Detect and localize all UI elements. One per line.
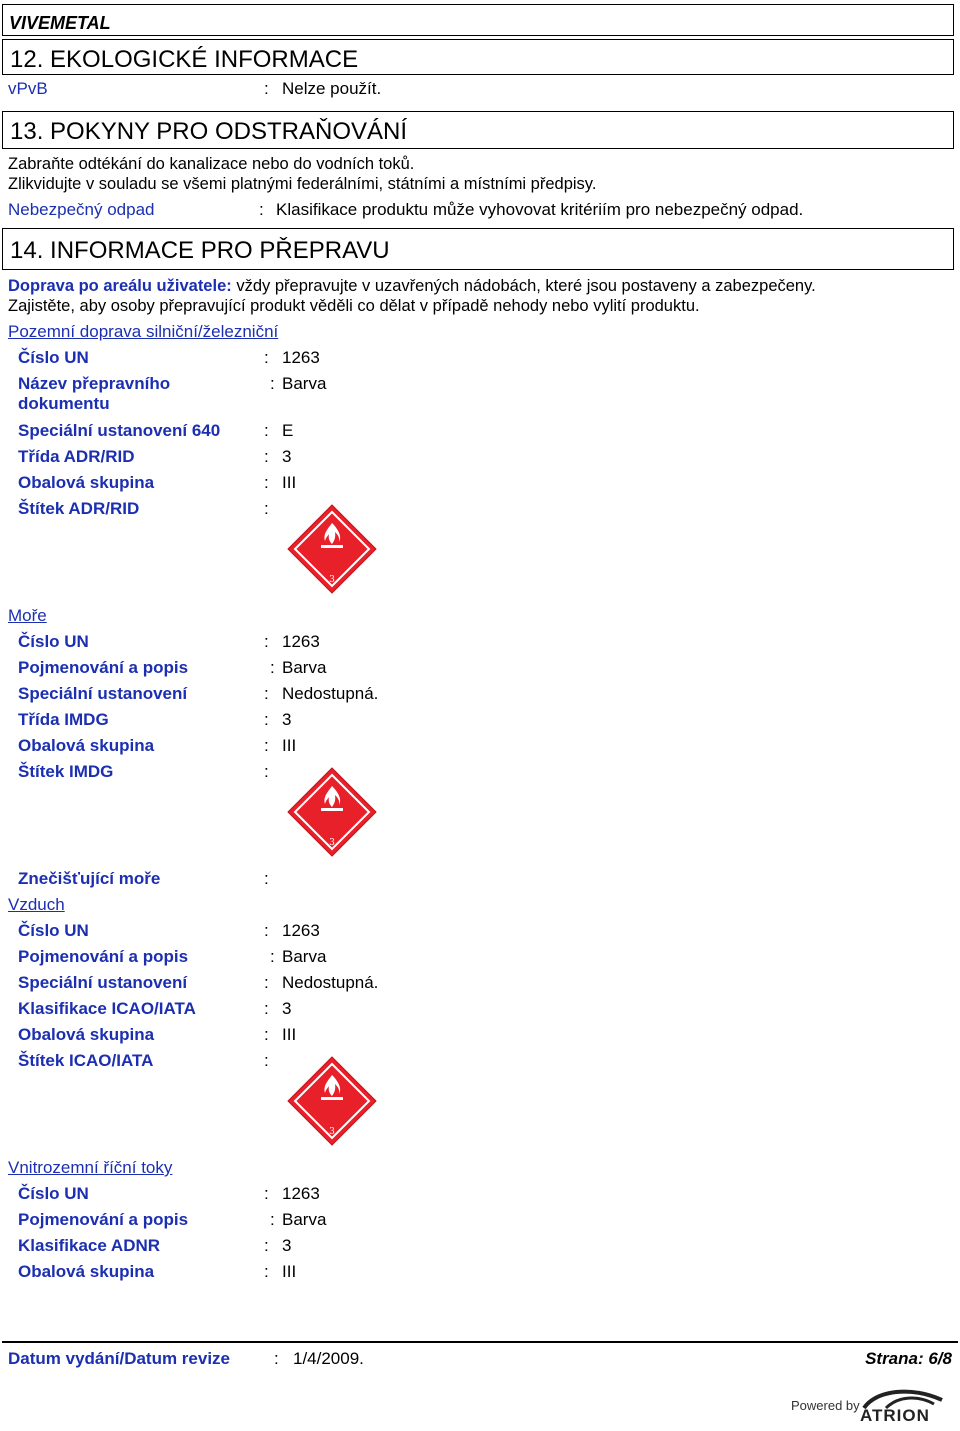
placard-class-number: 3 (329, 1127, 335, 1137)
inland-name-colon: : (270, 1210, 275, 1229)
product-header (2, 4, 954, 36)
disposal-line-2: Zlikvidujte v souladu se všemi platnými federálními, státními a místními předpisy. (8, 175, 597, 193)
air-class-label: Klasifikace ICAO/IATA (18, 999, 196, 1018)
sea-un-label: Číslo UN (18, 632, 89, 651)
section-13-title: 13. POKYNY PRO ODSTRAŇOVÁNÍ (10, 118, 407, 145)
product-name: VIVEMETAL (9, 13, 111, 33)
air-tag-colon: : (264, 1051, 269, 1070)
sea-heading: Moře (8, 606, 47, 625)
sea-pg-label: Obalová skupina (18, 736, 155, 755)
footer-date-value: 1/4/2009. (293, 1349, 364, 1368)
road-pg-colon: : (264, 473, 269, 492)
sea-class-colon: : (264, 710, 269, 729)
road-pg-value: III (282, 473, 297, 492)
section-13-header (2, 111, 954, 149)
inland-class-value: 3 (282, 1236, 292, 1255)
road-docname-colon: : (270, 374, 275, 393)
atrion-brand-text: ATRION (860, 1406, 930, 1425)
powered-by-text: Powered by (791, 1398, 860, 1413)
road-un-label: Číslo UN (18, 348, 89, 367)
sea-class-value: 3 (282, 710, 292, 729)
inland-class-label: Klasifikace ADNR (18, 1236, 161, 1255)
atrion-logo (858, 1386, 948, 1426)
road-class-label: Třída ADR/RID (18, 447, 135, 466)
road-pg-label: Obalová skupina (18, 473, 155, 492)
flammable-placard-icon (286, 1055, 378, 1147)
air-tag-label: Štítek ICAO/IATA (18, 1051, 154, 1070)
air-heading: Vzduch (8, 895, 65, 914)
hazardous-waste-label: Nebezpečný odpad (8, 200, 155, 219)
marine-pollutant-label: Znečišťující moře (18, 869, 161, 888)
air-special-value: Nedostupná. (282, 973, 379, 992)
sea-pg-colon: : (264, 736, 269, 755)
onsite-transport-text: vždy přepravujte v uzavřených nádobách, které jsou postaveny a zabezpečeny. (236, 277, 816, 295)
road-un-value: 1263 (282, 348, 320, 367)
sea-name-label: Pojmenování a popis (18, 658, 189, 677)
footer-page-number: Strana: 6/8 (865, 1349, 952, 1368)
air-special-colon: : (264, 973, 269, 992)
air-name-colon: : (270, 947, 275, 966)
inland-pg-value: III (282, 1262, 297, 1281)
placard-class-number: 3 (329, 838, 335, 848)
placard-class-number: 3 (329, 575, 335, 585)
sea-tag-colon: : (264, 762, 269, 781)
sea-tag-label: Štítek IMDG (18, 762, 114, 781)
sea-special-value: Nedostupná. (282, 684, 379, 703)
inland-name-value: Barva (282, 1210, 327, 1229)
inland-class-colon: : (264, 1236, 269, 1255)
sea-name-colon: : (270, 658, 275, 677)
air-pg-label: Obalová skupina (18, 1025, 155, 1044)
hazardous-waste-value: Klasifikace produktu může vyhovovat kritériím pro nebezpečný odpad. (276, 200, 804, 219)
vpvb-colon: : (264, 79, 269, 98)
road-class-value: 3 (282, 447, 292, 466)
road-tag-colon: : (264, 499, 269, 518)
air-name-value: Barva (282, 947, 327, 966)
road-class-colon: : (264, 447, 269, 466)
road-heading: Pozemní doprava silniční/železniční (8, 322, 279, 341)
flammable-placard-icon (286, 766, 378, 858)
vpvb-label: vPvB (8, 79, 48, 98)
sea-name-value: Barva (282, 658, 327, 677)
onsite-transport (8, 276, 816, 296)
sea-un-value: 1263 (282, 632, 320, 651)
inland-pg-label: Obalová skupina (18, 1262, 155, 1281)
section-12-title: 12. EKOLOGICKÉ INFORMACE (10, 46, 359, 73)
air-class-colon: : (264, 999, 269, 1018)
sea-special-label: Speciální ustanovení (18, 684, 188, 703)
inland-pg-colon: : (264, 1262, 269, 1281)
section-14-header (2, 228, 954, 270)
sea-class-label: Třída IMDG (18, 710, 109, 729)
air-class-value: 3 (282, 999, 292, 1018)
road-special-value: E (282, 421, 294, 440)
road-docname-label-1: Název přepravního (18, 374, 171, 393)
onsite-transport-label: Doprava po areálu uživatele: (8, 277, 232, 295)
footer-date-label: Datum vydání/Datum revize (8, 1349, 231, 1368)
air-un-label: Číslo UN (18, 921, 89, 940)
footer-date-colon: : (274, 1349, 279, 1368)
ensure-text: Zajistěte, aby osoby přepravující produkt věděli co dělat v případě nehody nebo vylití produktu. (8, 297, 700, 315)
air-pg-colon: : (264, 1025, 269, 1044)
road-docname-value: Barva (282, 374, 327, 393)
road-special-colon: : (264, 421, 269, 440)
air-un-value: 1263 (282, 921, 320, 940)
road-special-label: Speciální ustanovení 640 (18, 421, 221, 440)
air-un-colon: : (264, 921, 269, 940)
inland-heading: Vnitrozemní říční toky (8, 1158, 173, 1177)
section-14-title: 14. INFORMACE PRO PŘEPRAVU (10, 237, 390, 264)
footer-rule (2, 1341, 958, 1343)
flammable-placard-icon (286, 503, 378, 595)
inland-un-label: Číslo UN (18, 1184, 89, 1203)
vpvb-value: Nelze použít. (282, 79, 382, 98)
inland-name-label: Pojmenování a popis (18, 1210, 189, 1229)
air-name-label: Pojmenování a popis (18, 947, 189, 966)
road-tag-label: Štítek ADR/RID (18, 499, 140, 518)
inland-un-colon: : (264, 1184, 269, 1203)
marine-pollutant-colon: : (264, 869, 269, 888)
road-un-colon: : (264, 348, 269, 367)
inland-un-value: 1263 (282, 1184, 320, 1203)
air-special-label: Speciální ustanovení (18, 973, 188, 992)
air-pg-value: III (282, 1025, 297, 1044)
road-docname-label-2: dokumentu (18, 394, 110, 413)
sea-pg-value: III (282, 736, 297, 755)
sea-special-colon: : (264, 684, 269, 703)
section-12-header (2, 39, 954, 75)
sea-un-colon: : (264, 632, 269, 651)
disposal-line-1: Zabraňte odtékání do kanalizace nebo do vodních toků. (8, 155, 415, 173)
hazardous-waste-colon: : (259, 200, 264, 219)
